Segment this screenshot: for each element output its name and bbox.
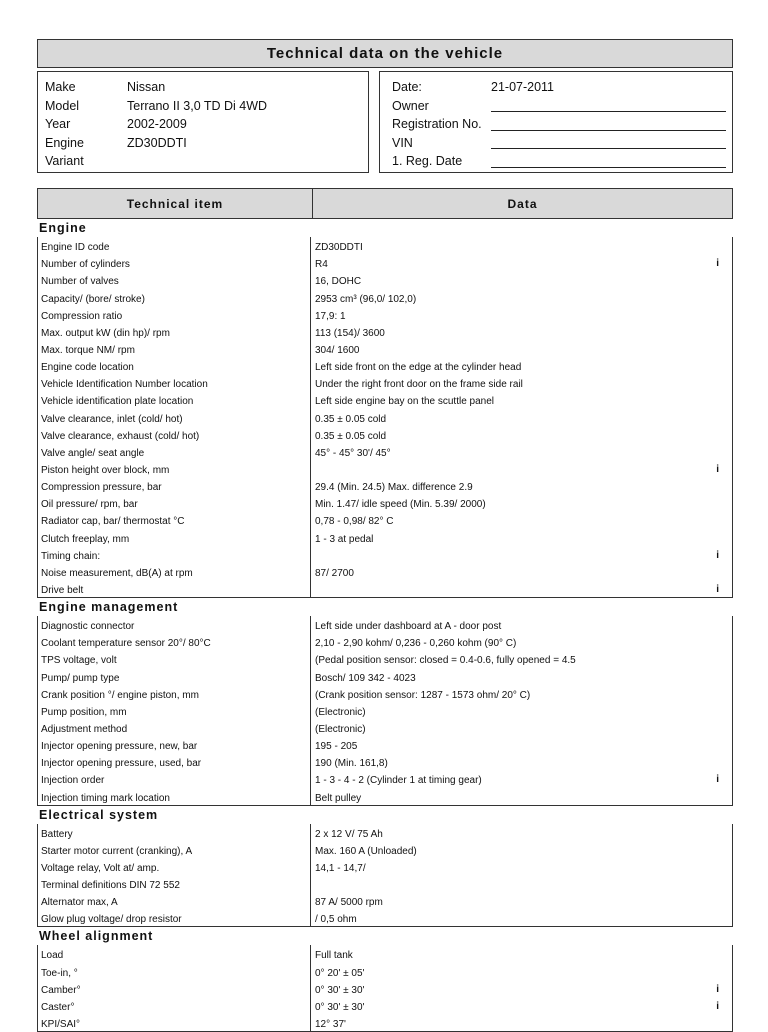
technical-item: Clutch freeplay, mm bbox=[37, 528, 310, 545]
data-value: Left side front on the edge at the cylinder head bbox=[315, 362, 522, 374]
data-value: (Pedal position sensor: closed = 0.4-0.6, fully opened = 4.5 bbox=[315, 655, 576, 667]
technical-item: Caster° bbox=[37, 997, 310, 1014]
section-heading: Engine bbox=[39, 221, 87, 235]
technical-item: Injection order bbox=[37, 770, 310, 787]
technical-item: Pump/ pump type bbox=[37, 667, 310, 684]
data-value: (Electronic) bbox=[315, 723, 366, 735]
data-value: 195 - 205 bbox=[315, 741, 358, 753]
vehicle-details bbox=[37, 71, 369, 173]
table-row bbox=[37, 306, 733, 323]
table-row bbox=[37, 824, 733, 841]
sheet-title: Technical data on the vehicle bbox=[37, 39, 733, 68]
info-icon: i bbox=[716, 774, 719, 786]
technical-data bbox=[310, 616, 733, 633]
info-icon: i bbox=[716, 583, 719, 595]
info-icon: i bbox=[716, 549, 719, 561]
technical-data bbox=[310, 323, 733, 340]
technical-data bbox=[310, 787, 733, 804]
data-value: 304/ 1600 bbox=[315, 344, 360, 356]
technical-data bbox=[310, 511, 733, 528]
technical-data bbox=[310, 528, 733, 545]
technical-item: Oil pressure/ rpm, bar bbox=[37, 494, 310, 511]
table-row bbox=[37, 633, 733, 650]
data-value: / 0,5 ohm bbox=[315, 914, 357, 926]
technical-data bbox=[310, 237, 733, 254]
technical-data bbox=[310, 753, 733, 770]
table-row bbox=[37, 787, 733, 804]
technical-data bbox=[310, 563, 733, 580]
technical-item: Starter motor current (cranking), A bbox=[37, 841, 310, 858]
meta-row bbox=[392, 152, 726, 171]
technical-item: Coolant temperature sensor 20°/ 80°C bbox=[37, 633, 310, 650]
table-row bbox=[37, 477, 733, 494]
technical-item: Engine code location bbox=[37, 357, 310, 374]
table-row bbox=[37, 650, 733, 667]
technical-data bbox=[310, 1014, 733, 1031]
table-row bbox=[37, 875, 733, 892]
table-row bbox=[37, 443, 733, 460]
technical-item: Toe-in, ° bbox=[37, 962, 310, 979]
technical-item: Vehicle Identification Number location bbox=[37, 374, 310, 391]
table-row bbox=[37, 580, 733, 597]
table-row bbox=[37, 511, 733, 528]
table-row bbox=[37, 667, 733, 684]
technical-item: Injector opening pressure, used, bar bbox=[37, 753, 310, 770]
data-value: Max. 160 A (Unloaded) bbox=[315, 845, 417, 857]
table-row bbox=[37, 892, 733, 909]
technical-data bbox=[310, 824, 733, 841]
data-value: 0° 20' ± 05' bbox=[315, 967, 365, 979]
table-row bbox=[37, 719, 733, 736]
technical-item: Valve clearance, inlet (cold/ hot) bbox=[37, 408, 310, 425]
table-row bbox=[37, 408, 733, 425]
data-value: 12° 37' bbox=[315, 1019, 346, 1031]
technical-item: Compression ratio bbox=[37, 306, 310, 323]
data-value: 16, DOHC bbox=[315, 276, 362, 288]
data-value: 113 (154)/ 3600 bbox=[315, 327, 385, 339]
table-row bbox=[37, 909, 733, 926]
data-value: (Crank position sensor: 1287 - 1573 ohm/ 20° C) bbox=[315, 689, 531, 701]
technical-data bbox=[310, 374, 733, 391]
technical-data bbox=[310, 408, 733, 425]
technical-data bbox=[310, 858, 733, 875]
table-row bbox=[37, 702, 733, 719]
technical-data bbox=[310, 443, 733, 460]
technical-item: Crank position °/ engine piston, mm bbox=[37, 685, 310, 702]
vehicle-label: Model bbox=[45, 98, 80, 113]
technical-item: Alternator max, A bbox=[37, 892, 310, 909]
blank-line bbox=[491, 136, 726, 149]
technical-data bbox=[310, 685, 733, 702]
technical-item: TPS voltage, volt bbox=[37, 650, 310, 667]
technical-item: Noise measurement, dB(A) at rpm bbox=[37, 563, 310, 580]
data-value: Bosch/ 109 342 - 4023 bbox=[315, 672, 416, 684]
data-value: (Electronic) bbox=[315, 706, 366, 718]
technical-data-sheet bbox=[37, 39, 733, 1032]
technical-item: Number of valves bbox=[37, 271, 310, 288]
table-row bbox=[37, 753, 733, 770]
table-row bbox=[37, 841, 733, 858]
meta-row bbox=[392, 115, 726, 134]
technical-data bbox=[310, 254, 733, 271]
technical-data bbox=[310, 702, 733, 719]
info-icon: i bbox=[716, 983, 719, 995]
technical-data bbox=[310, 650, 733, 667]
vehicle-value: Nissan bbox=[127, 80, 166, 95]
technical-data bbox=[310, 719, 733, 736]
info-icon: i bbox=[716, 463, 719, 475]
technical-table bbox=[37, 219, 733, 1032]
technical-item: Radiator cap, bar/ thermostat °C bbox=[37, 511, 310, 528]
vehicle-row bbox=[45, 134, 361, 153]
section-rows bbox=[37, 945, 733, 1032]
table-row bbox=[37, 736, 733, 753]
vehicle-value: ZD30DDTI bbox=[127, 135, 187, 150]
table-row bbox=[37, 528, 733, 545]
technical-data bbox=[310, 477, 733, 494]
table-row bbox=[37, 945, 733, 962]
table-row bbox=[37, 426, 733, 443]
vehicle-label: Year bbox=[45, 117, 71, 132]
data-value: 87 A/ 5000 rpm bbox=[315, 897, 383, 909]
table-row bbox=[37, 237, 733, 254]
technical-item: Max. output kW (din hp)/ rpm bbox=[37, 323, 310, 340]
technical-item: Battery bbox=[37, 824, 310, 841]
data-value: 29.4 (Min. 24.5) Max. difference 2.9 bbox=[315, 482, 473, 494]
technical-item: Terminal definitions DIN 72 552 bbox=[37, 875, 310, 892]
technical-item: Engine ID code bbox=[37, 237, 310, 254]
data-value: R4 bbox=[315, 259, 328, 271]
vehicle-row bbox=[45, 97, 361, 116]
vehicle-row bbox=[45, 115, 361, 134]
section-rows bbox=[37, 824, 733, 928]
data-value: Full tank bbox=[315, 950, 353, 962]
technical-item: Load bbox=[37, 945, 310, 962]
section-heading: Electrical system bbox=[39, 807, 159, 822]
document-details bbox=[379, 71, 733, 173]
table-row bbox=[37, 616, 733, 633]
data-value: 17,9: 1 bbox=[315, 310, 346, 322]
table-row bbox=[37, 962, 733, 979]
data-value: 1 - 3 at pedal bbox=[315, 533, 374, 545]
data-value: 87/ 2700 bbox=[315, 567, 354, 579]
vehicle-info bbox=[37, 71, 733, 173]
technical-data bbox=[310, 426, 733, 443]
technical-item: Compression pressure, bar bbox=[37, 477, 310, 494]
data-value: 0° 30' ± 30' bbox=[315, 984, 365, 996]
meta-row bbox=[392, 78, 726, 97]
technical-data bbox=[310, 288, 733, 305]
technical-item: Vehicle identification plate location bbox=[37, 391, 310, 408]
vehicle-value: 2002-2009 bbox=[127, 117, 187, 132]
technical-data bbox=[310, 736, 733, 753]
data-value: Left side engine bay on the scuttle panel bbox=[315, 396, 495, 408]
section-rows bbox=[37, 237, 733, 598]
technical-data bbox=[310, 770, 733, 787]
table-row bbox=[37, 563, 733, 580]
technical-item: Valve angle/ seat angle bbox=[37, 443, 310, 460]
data-value: Belt pulley bbox=[315, 792, 362, 804]
blank-line bbox=[491, 99, 726, 112]
table-row bbox=[37, 980, 733, 997]
technical-data bbox=[310, 357, 733, 374]
technical-data bbox=[310, 667, 733, 684]
column-header-item: Technical item bbox=[38, 189, 313, 218]
technical-data bbox=[310, 340, 733, 357]
table-row bbox=[37, 494, 733, 511]
meta-label: VIN bbox=[392, 135, 413, 150]
technical-data bbox=[310, 580, 733, 597]
vehicle-value: Terrano II 3,0 TD Di 4WD bbox=[127, 98, 268, 113]
technical-data bbox=[310, 494, 733, 511]
table-row bbox=[37, 288, 733, 305]
vehicle-row bbox=[45, 78, 361, 97]
technical-item: Glow plug voltage/ drop resistor bbox=[37, 909, 310, 926]
info-icon: i bbox=[716, 1000, 719, 1012]
data-value: 0,78 - 0,98/ 82° C bbox=[315, 516, 394, 528]
vehicle-row bbox=[45, 152, 361, 171]
blank-line bbox=[491, 155, 726, 168]
technical-item: Voltage relay, Volt at/ amp. bbox=[37, 858, 310, 875]
technical-data bbox=[310, 460, 733, 477]
table-row bbox=[37, 770, 733, 787]
vehicle-label: Engine bbox=[45, 135, 84, 150]
technical-data bbox=[310, 962, 733, 979]
technical-data bbox=[310, 841, 733, 858]
table-row bbox=[37, 391, 733, 408]
technical-item: Pump position, mm bbox=[37, 702, 310, 719]
table-row bbox=[37, 997, 733, 1014]
technical-item: Drive belt bbox=[37, 580, 310, 597]
technical-data bbox=[310, 306, 733, 323]
technical-item: KPI/SAI° bbox=[37, 1014, 310, 1031]
data-value: 0.35 ± 0.05 cold bbox=[315, 413, 387, 425]
table-row bbox=[37, 460, 733, 477]
section-heading: Wheel alignment bbox=[39, 929, 154, 944]
data-value: Under the right front door on the frame side rail bbox=[315, 379, 523, 391]
technical-item: Injector opening pressure, new, bar bbox=[37, 736, 310, 753]
data-value: 2 x 12 V/ 75 Ah bbox=[315, 828, 383, 840]
technical-item: Valve clearance, exhaust (cold/ hot) bbox=[37, 426, 310, 443]
technical-data bbox=[310, 909, 733, 926]
technical-data bbox=[310, 546, 733, 563]
data-value: Left side under dashboard at A - door post bbox=[315, 621, 502, 633]
meta-label: Date: bbox=[392, 80, 422, 95]
technical-data bbox=[310, 271, 733, 288]
technical-data bbox=[310, 945, 733, 962]
technical-item: Adjustment method bbox=[37, 719, 310, 736]
table-row bbox=[37, 323, 733, 340]
technical-data bbox=[310, 997, 733, 1014]
data-value: 14,1 - 14,7/ bbox=[315, 862, 366, 874]
table-row bbox=[37, 1014, 733, 1031]
table-header bbox=[37, 188, 733, 219]
vehicle-label: Variant bbox=[45, 154, 84, 169]
technical-item: Camber° bbox=[37, 980, 310, 997]
technical-data bbox=[310, 980, 733, 997]
table-row bbox=[37, 254, 733, 271]
data-value: 2953 cm³ (96,0/ 102,0) bbox=[315, 293, 417, 305]
info-icon: i bbox=[716, 258, 719, 270]
table-row bbox=[37, 271, 733, 288]
table-row bbox=[37, 374, 733, 391]
table-row bbox=[37, 858, 733, 875]
data-value: 2,10 - 2,90 kohm/ 0,236 - 0,260 kohm (90° C) bbox=[315, 638, 517, 650]
technical-data bbox=[310, 875, 733, 892]
technical-data bbox=[310, 633, 733, 650]
table-row bbox=[37, 340, 733, 357]
column-header-data: Data bbox=[507, 196, 538, 211]
blank-line bbox=[491, 118, 726, 131]
table-row bbox=[37, 685, 733, 702]
meta-label: Owner bbox=[392, 98, 429, 113]
technical-item: Piston height over block, mm bbox=[37, 460, 310, 477]
technical-item: Injection timing mark location bbox=[37, 787, 310, 804]
section-rows bbox=[37, 616, 733, 806]
meta-row bbox=[392, 97, 726, 116]
data-value: 1 - 3 - 4 - 2 (Cylinder 1 at timing gear) bbox=[315, 775, 482, 787]
technical-data bbox=[310, 391, 733, 408]
technical-item: Number of cylinders bbox=[37, 254, 310, 271]
technical-item: Diagnostic connector bbox=[37, 616, 310, 633]
table-row bbox=[37, 546, 733, 563]
meta-label: 1. Reg. Date bbox=[392, 154, 463, 169]
meta-value: 21-07-2011 bbox=[491, 80, 555, 95]
data-value: 190 (Min. 161,8) bbox=[315, 758, 388, 770]
meta-label: Registration No. bbox=[392, 117, 482, 132]
technical-item: Capacity/ (bore/ stroke) bbox=[37, 288, 310, 305]
technical-item: Max. torque NM/ rpm bbox=[37, 340, 310, 357]
section-heading: Engine management bbox=[39, 599, 179, 614]
data-value: 0° 30' ± 30' bbox=[315, 1001, 365, 1013]
vehicle-label: Make bbox=[45, 80, 76, 95]
technical-data bbox=[310, 892, 733, 909]
data-value: Min. 1.47/ idle speed (Min. 5.39/ 2000) bbox=[315, 499, 486, 511]
data-value: 45° - 45° 30'/ 45° bbox=[315, 447, 391, 459]
data-value: 0.35 ± 0.05 cold bbox=[315, 430, 387, 442]
data-value: ZD30DDTI bbox=[315, 242, 363, 254]
meta-row bbox=[392, 134, 726, 153]
table-row bbox=[37, 357, 733, 374]
technical-item: Timing chain: bbox=[37, 546, 310, 563]
